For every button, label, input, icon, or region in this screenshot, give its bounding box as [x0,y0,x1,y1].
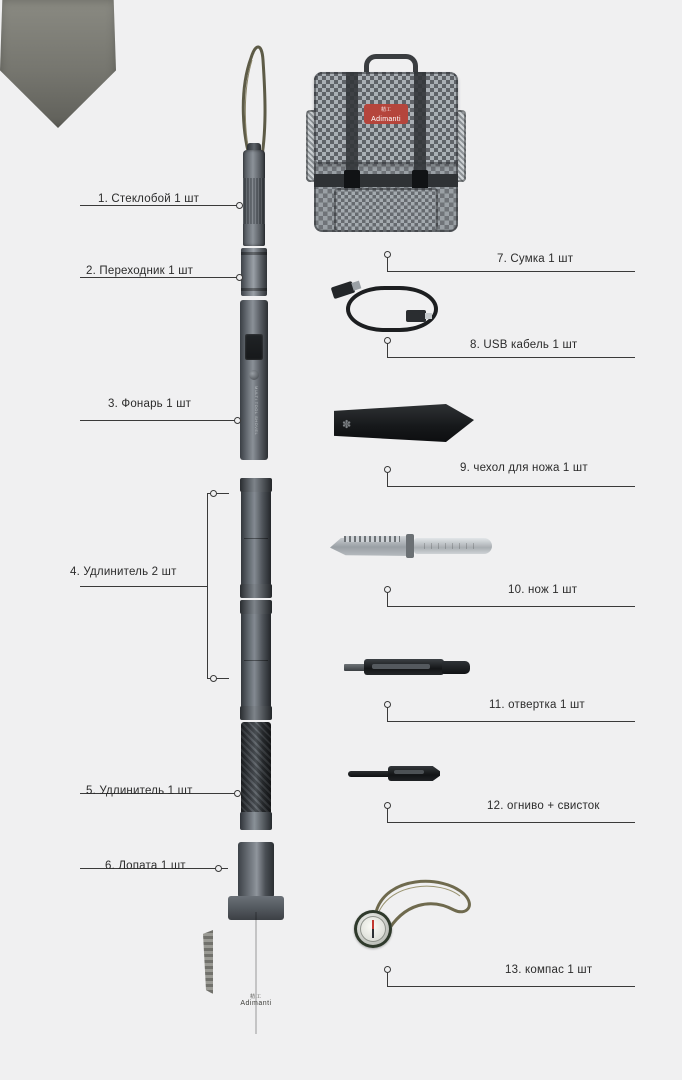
leader-dot-3 [234,417,241,424]
shovel-blade-ridge [255,912,257,1034]
shovel-blade [0,0,116,128]
compass-body [354,910,392,948]
shovel-neck [238,842,274,898]
leader-dot-9 [384,466,391,473]
compass-needle [372,920,374,938]
leader-dot-12 [384,802,391,809]
usb-cable [332,282,444,330]
blade-brand-name: Adimanti [240,1000,272,1008]
compass-face [360,916,386,942]
screwdriver [344,655,472,681]
shovel-blade-brand [231,994,281,1009]
part-label-9: 9. чехол для ножа 1 шт [460,462,588,474]
part-label-11: 11. отвертка 1 шт [489,699,585,711]
part-label-1: 1. Стеклобой 1 шт [98,193,200,205]
leader-line-1 [80,205,240,206]
leader-line-13 [387,986,635,987]
bag-logo-top: 精工 [380,107,391,113]
part-label-5: 5. Удлинитель 1 шт [86,785,193,797]
leader-line-2 [80,277,240,278]
leader-dot-5 [234,790,241,797]
part-label-2: 2. Переходник 1 шт [86,265,194,277]
knife-serration [344,536,400,542]
knife-sheath [334,404,474,442]
leader-dot-2 [236,274,243,281]
knife-guard [406,534,414,558]
part-label-4: 4. Удлинитель 2 шт [70,566,177,578]
usb-plug-b [406,310,426,322]
leader-dot-1 [236,202,243,209]
leader-line-10 [387,606,635,607]
leader-dot-4a [210,490,217,497]
grip-collar [240,812,272,830]
leader-dot-10 [384,586,391,593]
leader-dot-11 [384,701,391,708]
bag-buckle-left [344,170,360,190]
leader-dot-6 [215,865,222,872]
flashlight-part [240,300,268,460]
part-label-8: 8. USB кабель 1 шт [470,339,578,351]
knife-sheath-mark: ✽ [342,419,352,431]
flashlight-button [249,370,259,380]
leader-dot-8 [384,337,391,344]
leader-line-12 [387,822,635,823]
leader-line-3 [80,420,238,421]
glass-breaker-body [243,150,265,246]
part-label-10: 10. нож 1 шт [508,584,578,596]
flashlight-panel [245,334,263,360]
grip-extender-part [241,722,271,822]
blade-brand-top: 精工 [249,994,262,1000]
flashlight-side-text: MULTI TOOL SHOVEL [254,386,259,436]
glass-breaker-knurl [243,178,265,224]
leader-dot-13 [384,966,391,973]
part-label-12: 12. огниво + свисток [487,800,600,812]
part-label-7: 7. Сумка 1 шт [497,253,574,265]
extender-part-b [241,600,271,720]
part-label-6: 6. Лопата 1 шт [105,860,186,872]
bag-strap-horizontal [314,174,458,187]
part-label-3: 3. Фонарь 1 шт [108,398,192,410]
compass [346,872,486,968]
leader-bracket-4 [207,493,208,679]
knife-handle [414,538,492,554]
leader-dot-7 [384,251,391,258]
screwdriver-body [364,659,444,675]
leader-line-9 [387,486,635,487]
leader-line-11 [387,721,635,722]
leader-line-7 [387,271,635,272]
ferro-rod [348,771,392,777]
knife [330,528,506,566]
extender-part-a [241,478,271,598]
part-label-13: 13. компас 1 шт [505,964,593,976]
adapter-part [241,248,267,296]
leader-line-4 [80,586,208,587]
screwdriver-cap [442,661,470,674]
bag-logo [364,104,408,124]
carry-bag [306,48,466,238]
leader-dot-4b [210,675,217,682]
bag-buckle-right [412,170,428,190]
bag-logo-name: Adimanti [371,115,401,123]
usb-cable-loop [346,286,438,332]
shovel-blade-serration [203,930,213,994]
screwdriver-bit [344,664,366,671]
whistle-body [388,766,440,781]
leader-line-8 [387,357,635,358]
bag-front-pocket [334,188,438,232]
fire-starter-whistle [348,762,458,786]
